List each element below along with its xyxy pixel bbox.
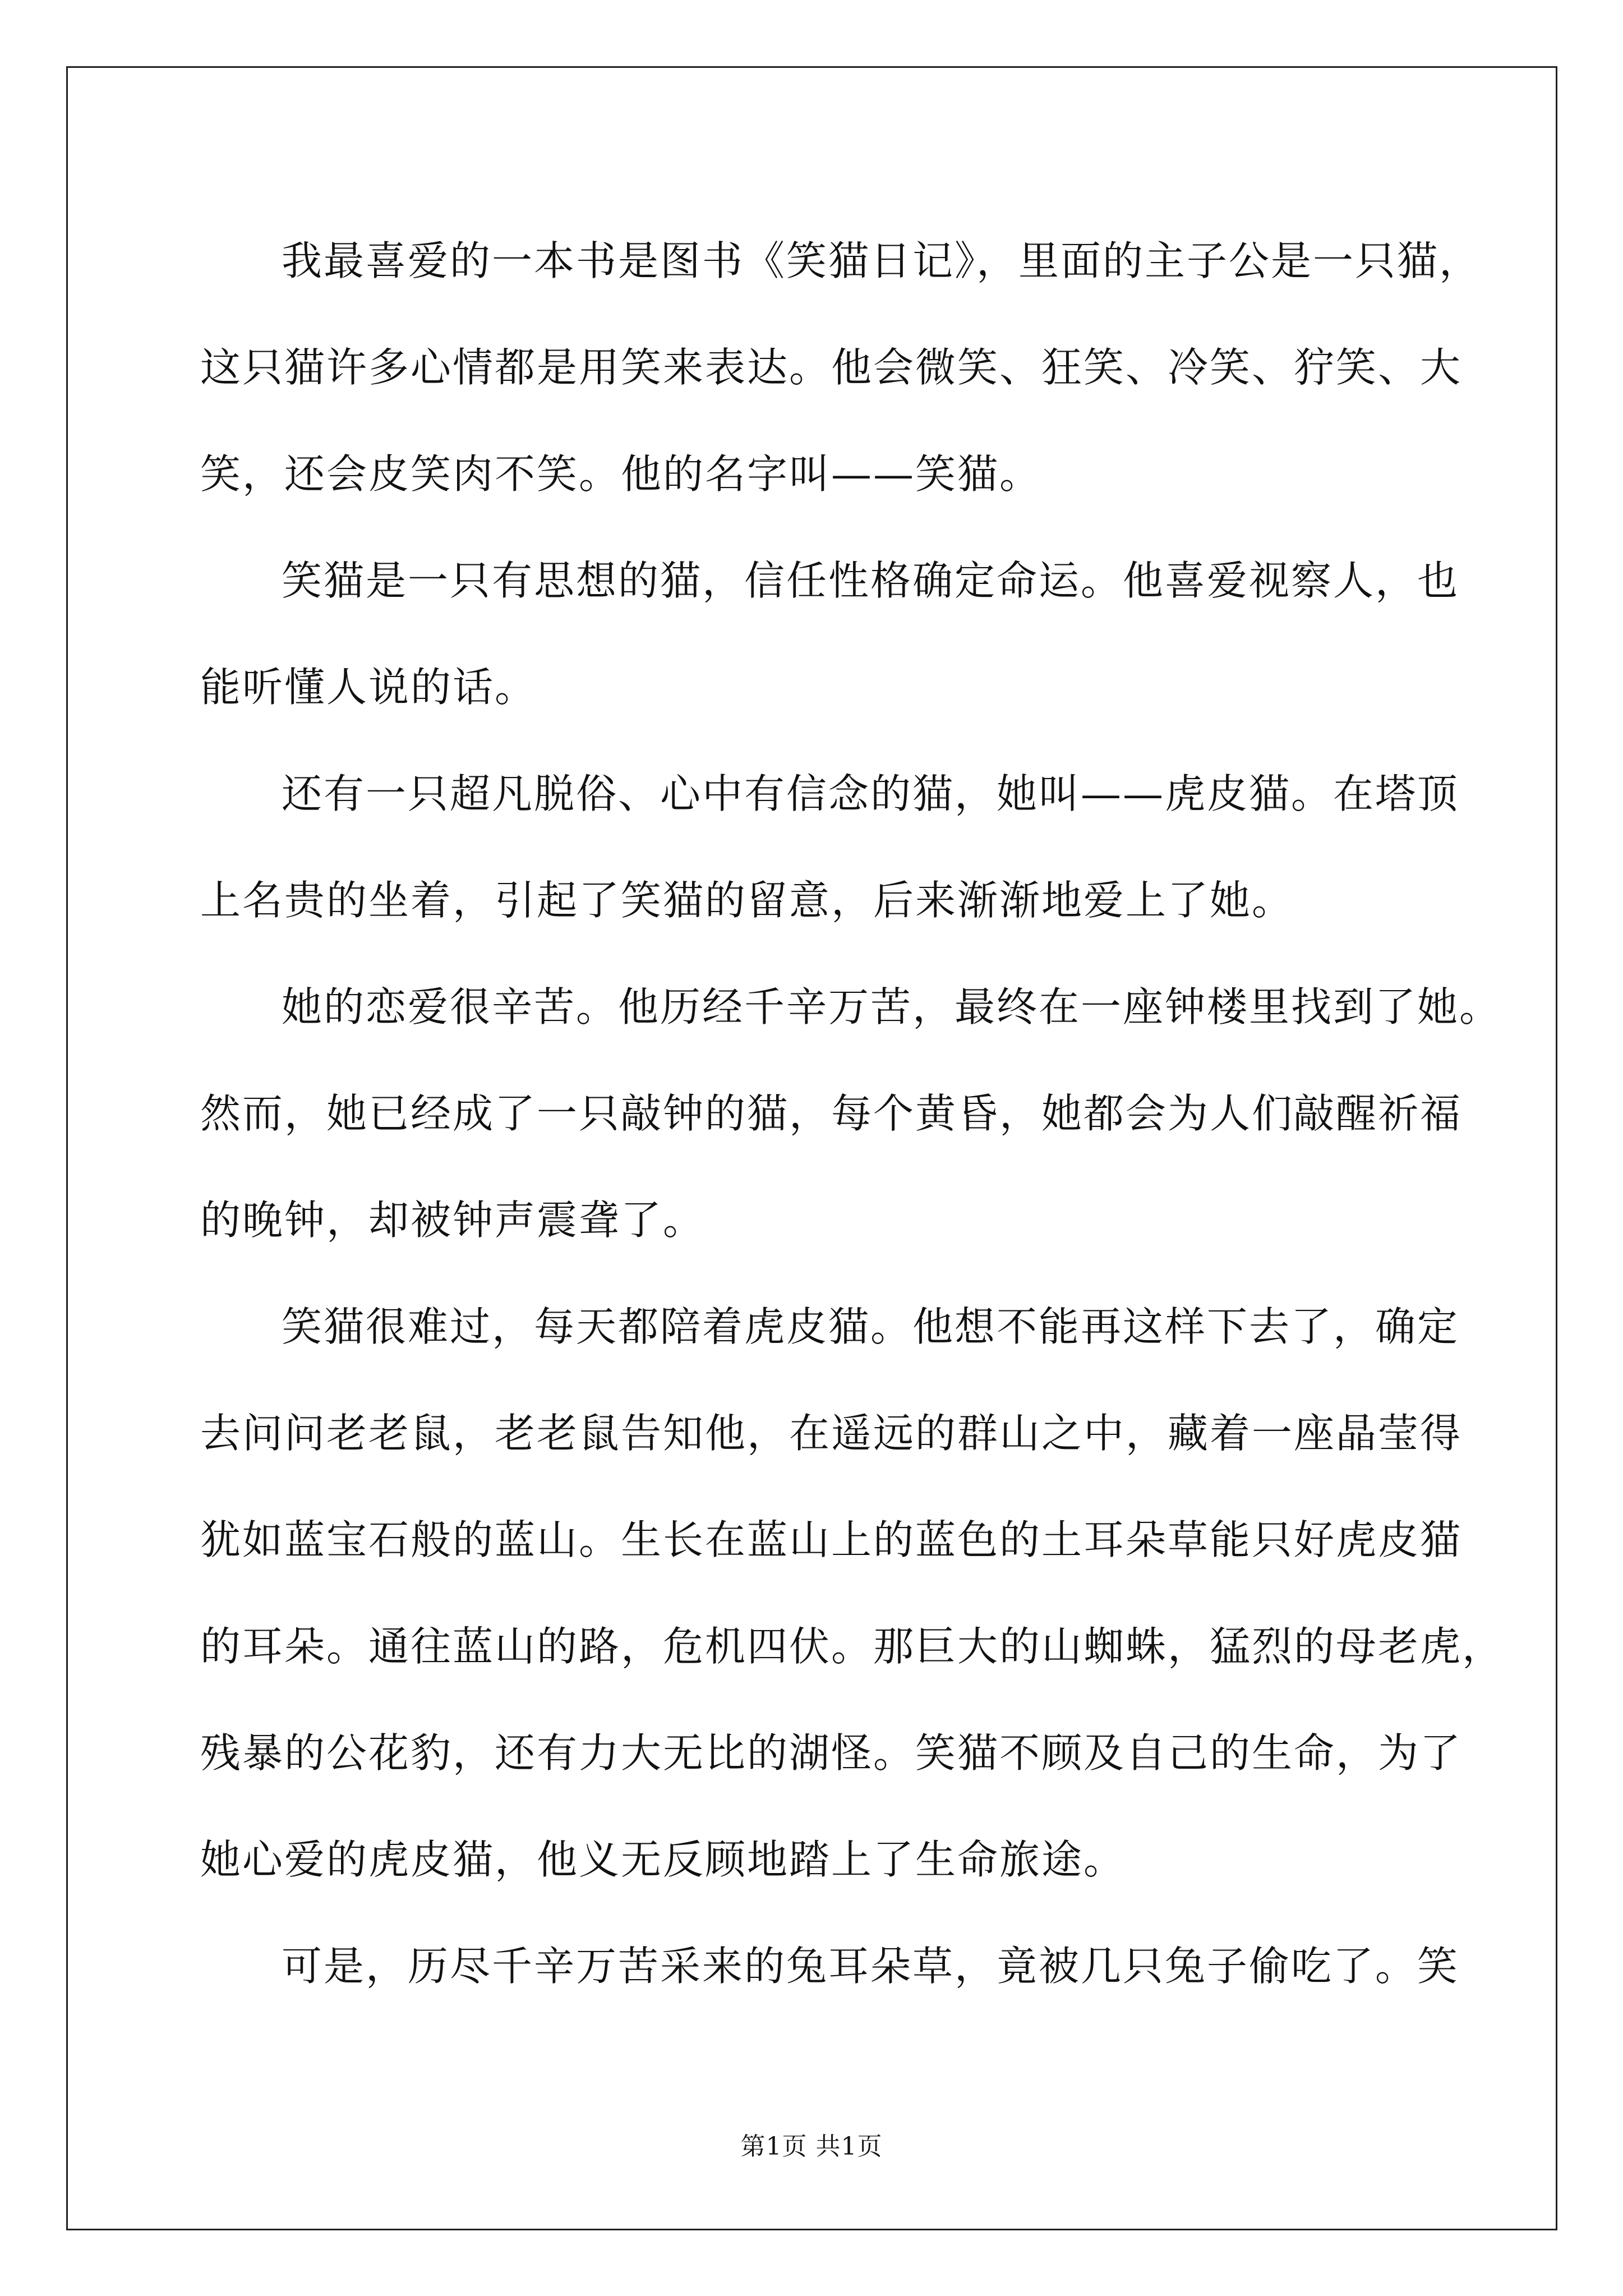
text-line: 还有一只超凡脱俗、心中有信念的猫，她叫——虎皮猫。在塔顶	[282, 770, 1460, 817]
text-line: 笑，还会皮笑肉不笑。他的名字叫——笑猫。	[200, 450, 1042, 498]
text-line: 笑猫是一只有思想的猫，信任性格确定命运。他喜爱视察人，也	[282, 557, 1460, 604]
text-line: 笑猫很难过，每天都陪着虎皮猫。他想不能再这样下去了，确定	[282, 1303, 1460, 1350]
text-line: 的晚钟，却被钟声震聋了。	[200, 1197, 706, 1244]
text-line: 去问问老老鼠，老老鼠告知他，在遥远的群山之中，藏着一座晶莹得	[200, 1410, 1463, 1457]
text-line: 这只猫许多心情都是用笑来表达。他会微笑、狂笑、冷笑、狞笑、大	[200, 344, 1463, 391]
text-line: 她的恋爱很辛苦。他历经千辛万苦，最终在一座钟楼里找到了她。	[282, 983, 1502, 1030]
text-line: 可是，历尽千辛万苦采来的兔耳朵草，竟被几只兔子偷吃了。笑	[282, 1943, 1460, 1990]
text-line: 上名贵的坐着，引起了笑猫的留意，后来渐渐地爱上了她。	[200, 877, 1294, 924]
text-line: 我最喜爱的一本书是图书《笑猫日记》，里面的主子公是一只猫，	[282, 237, 1482, 284]
page-number-footer: 第1页 共1页	[740, 2132, 883, 2161]
text-line: 能听懂人说的话。	[200, 664, 537, 711]
text-line: 残暴的公花豹，还有力大无比的湖怪。笑猫不顾及自己的生命，为了	[200, 1729, 1463, 1777]
text-line: 她心爱的虎皮猫，他义无反顾地踏上了生命旅途。	[200, 1836, 1126, 1883]
text-line: 犹如蓝宝石般的蓝山。生长在蓝山上的蓝色的土耳朵草能只好虎皮猫	[200, 1516, 1463, 1563]
text-line: 然而，她已经成了一只敲钟的猫，每个黄昏，她都会为人们敲醒祈福	[200, 1090, 1463, 1137]
document-body	[200, 208, 1505, 2019]
text-line: 的耳朵。通往蓝山的路，危机四伏。那巨大的山蜘蛛，猛烈的母老虎，	[200, 1623, 1505, 1670]
